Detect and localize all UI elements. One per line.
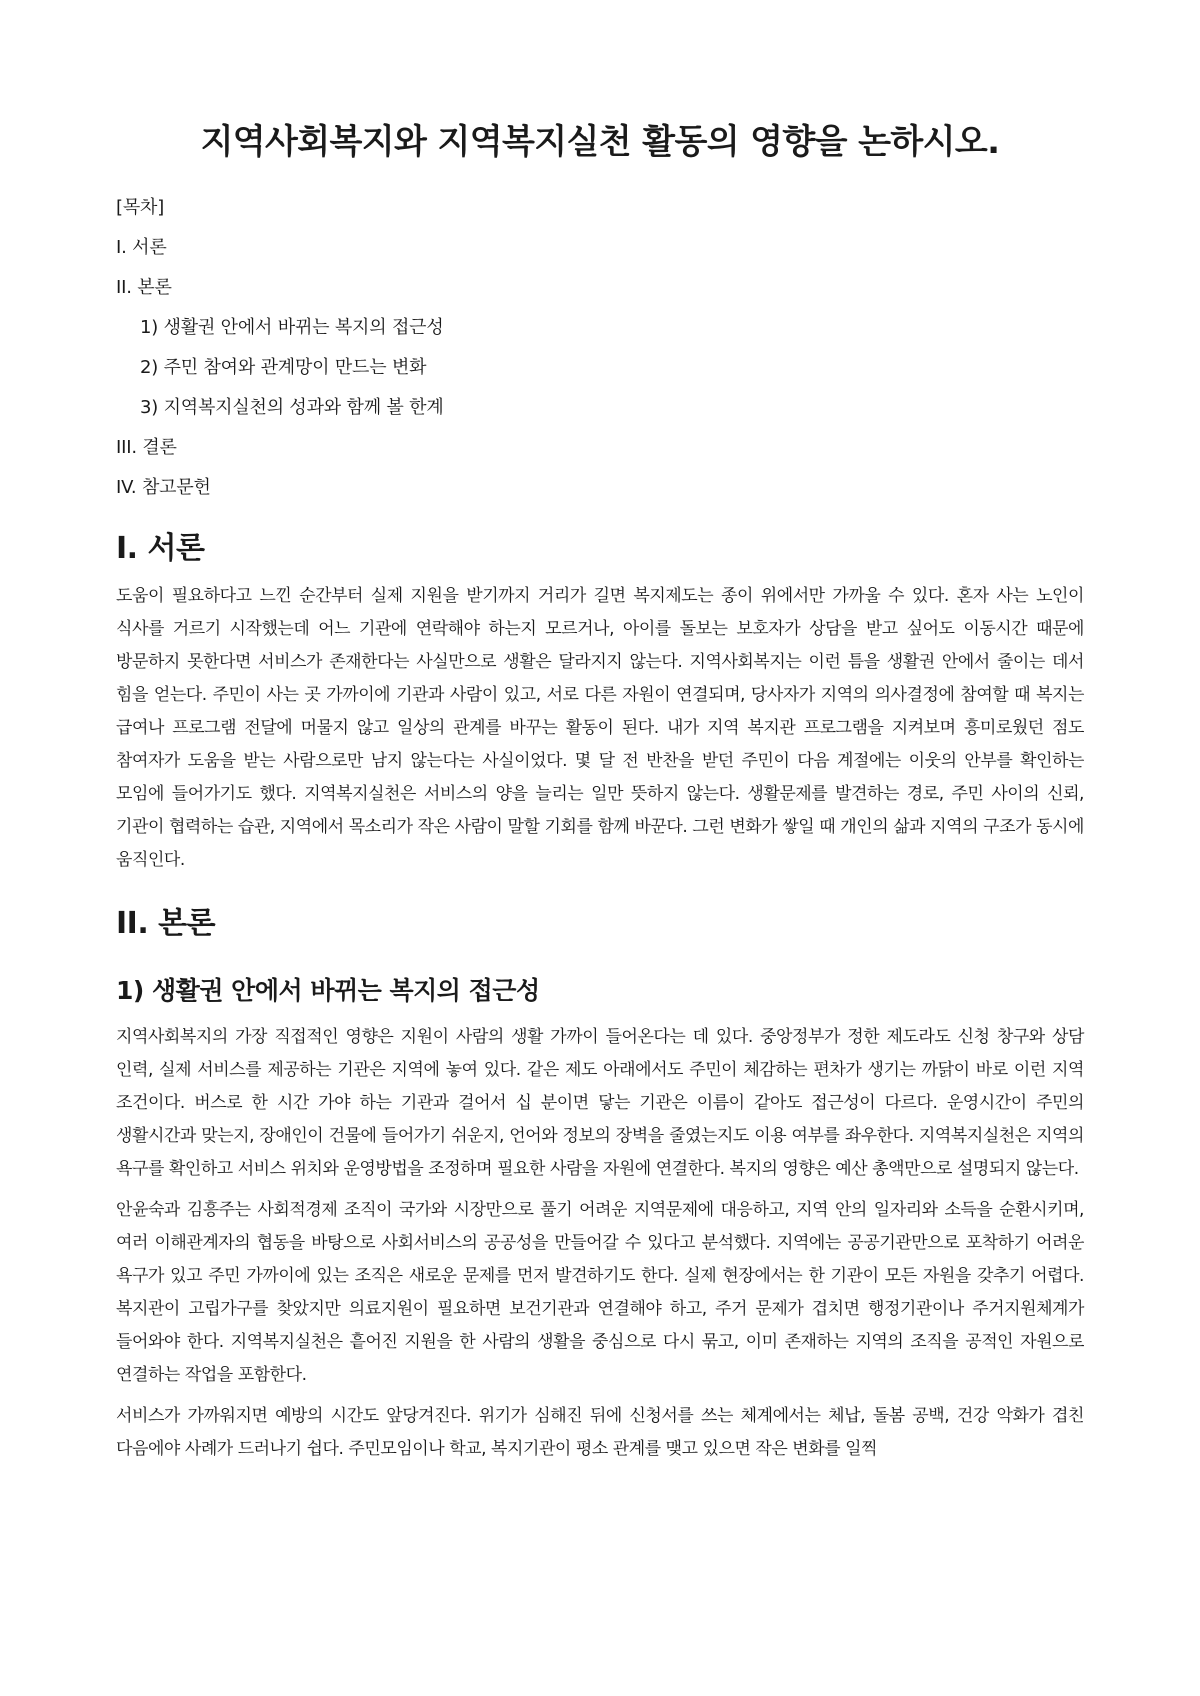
toc-item-references: IV. 참고문헌 <box>116 477 211 498</box>
section1-paragraph-2: 안윤숙과 김흥주는 사회적경제 조직이 국가와 시장만으로 풀기 어려운 지역문제에 대응하고, 지역 안의 일자리와 소득을 순환시키며, 여러 이해관계자의 협동을 바탕으로 사회서비스의 공공성을 만들어갈 수 있다고 분석했다. 지역에는 공공기관만으로 포착하기 어려운 욕구가 있고 주민 가까이에 있는 조직은 새로운 문제를 먼저 발견하기도 한다. 실제 현장에서는 한 기관이 모든 자원을 갖추기 어렵다. 복지관이 고립가구를 찾았지만 의료지원이 필요하면 보건기관과 연결해야 하고, 주거 문제가 겹치면 행정기관이나 주거지원체계가 들어와야 한다. 지역복지실천은 흩어진 지원을 한 사람의 생활을 중심으로 다시 묶고, 이미 존재하는 지역의 조직을 공적인 자원으로 연결하는 작업을 포함한다. <box>116 1200 1084 1385</box>
body-heading: II. 본론 <box>116 906 216 941</box>
toc-item-accessibility: 1) 생활권 안에서 바뀌는 복지의 접근성 <box>140 317 444 338</box>
intro-heading: I. 서론 <box>116 531 205 566</box>
document-title: 지역사회복지와 지역복지실천 활동의 영향을 논하시오. <box>200 122 1000 162</box>
toc-item-participation: 2) 주민 참여와 관계망이 만드는 변화 <box>140 357 427 378</box>
section1-heading: 1) 생활권 안에서 바뀌는 복지의 접근성 <box>116 976 540 1005</box>
toc-item-outcomes-limits: 3) 지역복지실천의 성과와 함께 볼 한계 <box>140 397 444 418</box>
toc-item-conclusion: III. 결론 <box>116 437 177 458</box>
toc-item-main-body: II. 본론 <box>116 277 172 298</box>
section1-paragraph-3: 서비스가 가까워지면 예방의 시간도 앞당겨진다. 위기가 심해진 뒤에 신청서를 쓰는 체계에서는 체납, 돌봄 공백, 건강 악화가 겹친 다음에야 사례가 드러나기 쉽다. 주민모임이나 학교, 복지기관이 평소 관계를 맺고 있으면 작은 변화를 일찍 <box>116 1406 1084 1459</box>
toc-item-introduction: I. 서론 <box>116 237 167 258</box>
section1-paragraph-1: 지역사회복지의 가장 직접적인 영향은 지원이 사람의 생활 가까이 들어온다는 데 있다. 중앙정부가 정한 제도라도 신청 창구와 상담 인력, 실제 서비스를 제공하는 기관은 지역에 놓여 있다. 같은 제도 아래에서도 주민이 체감하는 편차가 생기는 까닭이 바로 이런 지역 조건이다. 버스로 한 시간 가야 하는 기관과 걸어서 십 분이면 닿는 기관은 이름이 같아도 접근성이 다르다. 운영시간이 주민의 생활시간과 맞는지, 장애인이 건물에 들어가기 쉬운지, 언어와 정보의 장벽을 줄였는지도 이용 여부를 좌우한다. 지역복지실천은 지역의 욕구를 확인하고 서비스 위치와 운영방법을 조정하며 필요한 사람을 자원에 연결한다. 복지의 영향은 예산 총액만으로 설명되지 않는다. <box>116 1027 1084 1179</box>
table-of-contents <box>116 188 1084 508</box>
intro-paragraph: 도움이 필요하다고 느낀 순간부터 실제 지원을 받기까지 거리가 길면 복지제도는 종이 위에서만 가까울 수 있다. 혼자 사는 노인이 식사를 거르기 시작했는데 어느 기관에 연락해야 하는지 모르거나, 아이를 돌보는 보호자가 상담을 받고 싶어도 이동시간 때문에 방문하지 못한다면 서비스가 존재한다는 사실만으로 생활은 달라지지 않는다. 지역사회복지는 이런 틈을 생활권 안에서 줄이는 데서 힘을 얻는다. 주민이 사는 곳 가까이에 기관과 사람이 있고, 서로 다른 자원이 연결되며, 당사자가 지역의 의사결정에 참여할 때 복지는 급여나 프로그램 전달에 머물지 않고 일상의 관계를 바꾸는 활동이 된다. 내가 지역 복지관 프로그램을 지켜보며 흥미로웠던 점도 참여자가 도움을 받는 사람으로만 남지 않는다는 사실이었다. 몇 달 전 반찬을 받던 주민이 다음 계절에는 이웃의 안부를 확인하는 모임에 들어가기도 했다. 지역복지실천은 서비스의 양을 늘리는 일만 뜻하지 않는다. 생활문제를 발견하는 경로, 주민 사이의 신뢰, 기관이 협력하는 습관, 지역에서 목소리가 작은 사람이 말할 기회를 함께 바꾼다. 그런 변화가 쌓일 때 개인의 삶과 지역의 구조가 동시에 움직인다. <box>116 586 1084 870</box>
toc-label: [목차] <box>116 197 165 218</box>
